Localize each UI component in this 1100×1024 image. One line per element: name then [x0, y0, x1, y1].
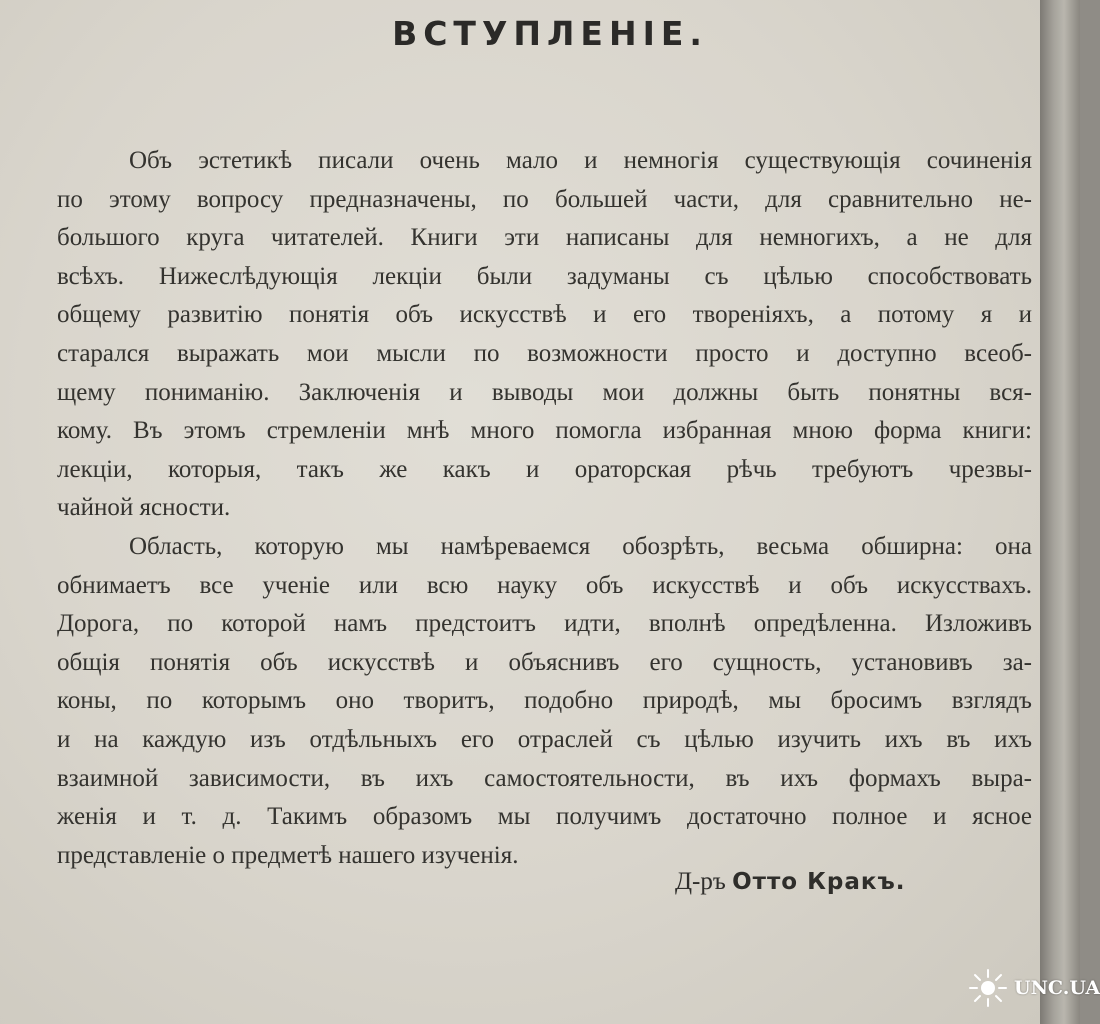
paragraph-2 [57, 528, 1032, 875]
body-text [57, 142, 1032, 875]
text-line: лекціи, которыя, такъ же какъ и ораторская рѣчь требуютъ чрезвы- [57, 455, 1032, 483]
signature-prefix: Д-ръ [675, 868, 726, 895]
text-line: женія и т. д. Такимъ образомъ мы получимъ достаточно полное и ясное [57, 803, 1032, 831]
text-line: Область, которую мы намѣреваемся обозрѣть, весьма обширна: она [129, 532, 1032, 560]
text-line: кому. Въ этомъ стремленіи мнѣ много помогла избранная мною форма книги: [57, 417, 1032, 445]
page-title: ВСТУПЛЕНІЕ. [392, 14, 708, 53]
text-line: большого круга читателей. Книги эти написаны для немногихъ, а не для [57, 224, 1032, 252]
text-line: общія понятія объ искусствѣ и объяснивъ его сущность, установивъ за- [57, 648, 1032, 676]
page-edge [1040, 0, 1080, 1024]
text-line: коны, по которымъ оно творитъ, подобно природѣ, мы бросимъ взглядъ [57, 687, 1032, 715]
text-line: всѣхъ. Нижеслѣдующія лекціи были задуманы съ цѣлью способствовать [57, 262, 1032, 290]
text-line: взаимной зависимости, въ ихъ самостоятельности, въ ихъ формахъ выра- [57, 764, 1032, 792]
watermark [968, 968, 1100, 1008]
text-line: Дорога, по которой намъ предстоитъ идти, вполнѣ опредѣленна. Изложивъ [57, 610, 1032, 638]
signature-name: Отто Кракъ. [732, 869, 906, 895]
text-line: Объ эстетикѣ писали очень мало и немногія существующія сочиненія [129, 147, 1032, 174]
text-line: и на каждую изъ отдѣльныхъ его отраслей съ цѣлью изучить ихъ въ ихъ [57, 725, 1032, 753]
text-line: чайной ясности. [57, 494, 231, 522]
text-line: по этому вопросу предназначены, по большей части, для сравнительно не- [57, 185, 1032, 213]
watermark-text: UNC.UA [1014, 977, 1100, 999]
text-line: представленіе о предметѣ нашего изученія. [57, 841, 519, 869]
text-line: обнимаетъ все ученіе или всю науку объ искусствѣ и объ искусствахъ. [57, 571, 1032, 599]
text-line: старался выражать мои мысли по возможности просто и доступно всеоб- [57, 339, 1032, 367]
paragraph-1 [57, 142, 1032, 528]
text-line: общему развитію понятія объ искусствѣ и его твореніяхъ, а потому я и [57, 301, 1032, 329]
author-signature [675, 868, 906, 896]
text-line: щему пониманію. Заключенія и выводы мои должны быть понятны вся- [57, 378, 1032, 406]
sun-logo-icon [968, 968, 1008, 1008]
